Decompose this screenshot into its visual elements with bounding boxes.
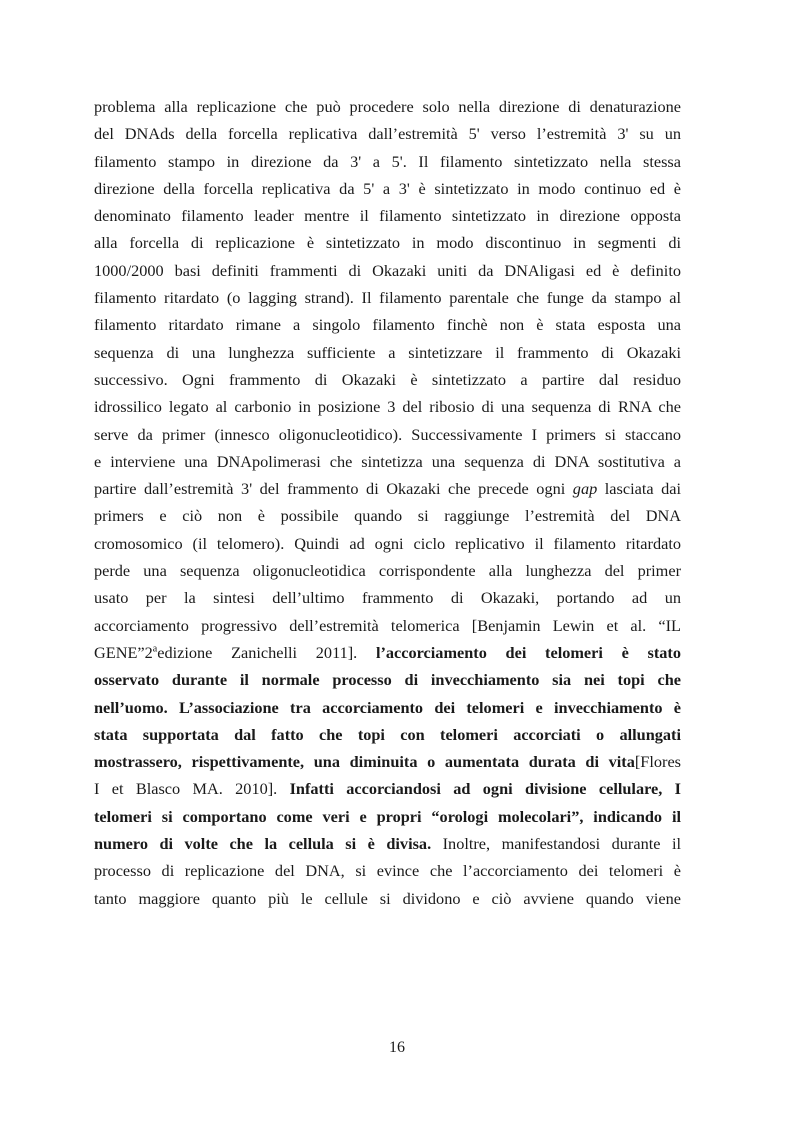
text-line: accorciamento progressivo dell’estremità telomerica [Benjamin Lewin et al. “IL [94, 615, 681, 635]
text-line: serve da primer (innesco oligonucleotidico). Successivamente I primers si staccano [94, 424, 681, 444]
bold-text: nell’uomo. L’associazione tra accorciamento dei telomeri e invecchiamento è [94, 697, 681, 717]
text-line [94, 803, 681, 830]
bold-text: mostrassero, rispettivamente, una diminuita o aumentata durata di vita [94, 752, 635, 772]
page-number: 16 [389, 1039, 405, 1056]
text-line: denominato filamento leader mentre il filamento sintetizzato in direzione opposta [94, 206, 681, 226]
text-line: sequenza di una lunghezza sufficiente a sintetizzare il frammento di Okazaki [94, 342, 681, 362]
text-line [94, 694, 681, 721]
text-line: filamento ritardato (o lagging strand). Il filamento parentale che funge da stampo al [94, 288, 681, 308]
bold-text: stata supportata dal fatto che topi con telomeri accorciati o allungati [94, 724, 681, 744]
bold-text: Infatti accorciandosi ad ogni divisione cellulare, I [289, 779, 681, 799]
text-line: filamento ritardato rimane a singolo filamento finchè non è stata esposta una [94, 315, 681, 335]
text-line: primers e ciò non è possibile quando si raggiunge l’estremità del DNA [94, 506, 681, 526]
text-line: alla forcella di replicazione è sintetizzato in modo discontinuo in segmenti di [94, 233, 681, 253]
text-line: partire dall’estremità 3' del frammento di Okazaki che precede ogni gap lasciata dai [94, 479, 681, 499]
text-line: GENE”2$^a$edizione Zanichelli 2011]. l’accorciamento dei telomeri è stato [94, 642, 681, 662]
bold-text: osservato durante il normale processo di invecchiamento sia nei topi che [94, 670, 681, 690]
text-line: I et Blasco MA. 2010]. Infatti accorciandosi ad ogni divisione cellulare, I [94, 779, 681, 799]
text-line: numero di volte che la cellula si è divisa. Inoltre, manifestandosi durante il [94, 834, 681, 854]
bold-text: l’accorciamento dei telomeri è stato [375, 642, 681, 662]
text-line: mostrassero, rispettivamente, una diminuita o aumentata durata di vita[Flores [94, 752, 681, 772]
bold-text: numero di volte che la cellula si è divisa. [94, 834, 432, 854]
text-line: 1000/2000 basi definiti frammenti di Okazaki uniti da DNAligasi ed è definito [94, 260, 681, 280]
superscript: a [152, 643, 158, 655]
text-line: perde una sequenza oligonucleotidica corrispondente alla lunghezza del primer [94, 561, 681, 581]
text-line: cromosomico (il telomero). Quindi ad ogni ciclo replicativo il filamento ritardato [94, 533, 681, 553]
italic-term: gap [572, 479, 598, 499]
text-line: idrossilico legato al carbonio in posizione 3 del ribosio di una sequenza di RNA che [94, 397, 681, 417]
text-line: filamento stampo in direzione da 3' a 5'. Il filamento sintetizzato nella stessa [94, 151, 681, 171]
text-line: successivo. Ogni frammento di Okazaki è sintetizzato a partire dal residuo [94, 369, 681, 389]
text-line: problema alla replicazione che può procedere solo nella direzione di denaturazione [94, 97, 681, 116]
text-line [94, 721, 681, 748]
text-line: del DNAds della forcella replicativa dall’estremità 5' verso l’estremità 3' su un [94, 124, 681, 144]
text-line: processo di replicazione del DNA, si evince che l’accorciamento dei telomeri è [94, 861, 681, 881]
text-line: direzione della forcella replicativa da 5' a 3' è sintetizzato in modo continuo ed è [94, 178, 681, 198]
text-line: usato per la sintesi dell’ultimo frammento di Okazaki, portando ad un [94, 588, 681, 608]
bold-text: telomeri si comportano come veri e propri “orologi molecolari”, indicando il [94, 806, 681, 826]
text-line [94, 666, 681, 693]
text-line: tanto maggiore quanto più le cellule si dividono e ciò avviene quando viene [94, 888, 681, 908]
body-text [94, 93, 681, 912]
text-line: e interviene una DNApolimerasi che sintetizza una sequenza di DNA sostitutiva a [94, 451, 681, 471]
